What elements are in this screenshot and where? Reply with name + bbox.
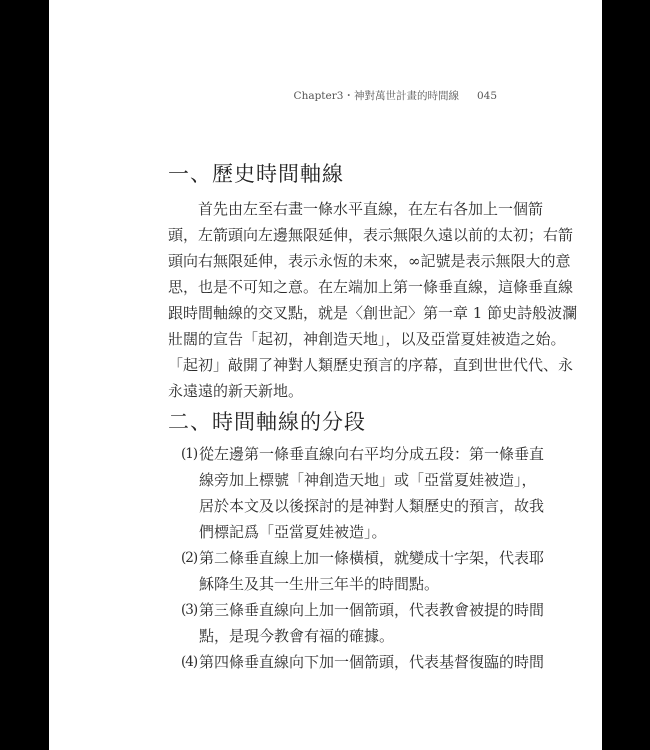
list-marker: (1) xyxy=(181,446,198,462)
list-marker: (4) xyxy=(181,654,198,670)
paragraph-line: 永遠遠的新天新地。 xyxy=(168,382,304,400)
section-heading-1: 一、歷史時間軸線 xyxy=(168,162,344,186)
paragraph-line: 頭向右無限延伸，表示永恆的未來，∞記號是表示無限大的意 xyxy=(168,252,571,270)
paragraph-line: 思，也是不可知之意。在左端加上第一條垂直線，這條垂直線 xyxy=(168,278,574,296)
list-item-2 xyxy=(181,545,545,597)
book-page xyxy=(49,0,602,750)
running-header xyxy=(49,88,497,103)
list-line: 點，是現今教會有福的確據。 xyxy=(199,627,395,645)
numbered-list xyxy=(181,441,545,675)
list-marker: (3) xyxy=(181,602,198,618)
paragraph-line: 「起初」敲開了神對人類歷史預言的序幕，直到世世代代、永 xyxy=(168,356,574,374)
list-line: 第二條垂直線上加一條橫槓，就變成十字架，代表耶 xyxy=(199,549,545,567)
list-line: 從左邊第一條垂直線向右平均分成五段：第一條垂直 xyxy=(199,445,545,463)
paragraph-line: 壯闊的宣告「起初，神創造天地」，以及亞當夏娃被造之始。 xyxy=(168,330,566,348)
section-1-paragraph xyxy=(168,196,578,404)
list-item-4 xyxy=(181,649,545,675)
paragraph-line: 跟時間軸線的交叉點，就是〈創世記〉第一章 1 節史詩般波瀾 xyxy=(168,304,578,322)
list-item-3 xyxy=(181,597,545,649)
paragraph-line: 首先由左至右畫一條水平直線，在左右各加上一個箭 xyxy=(198,200,544,218)
list-line: 第三條垂直線向上加一個箭頭，代表教會被提的時間 xyxy=(199,601,545,619)
page-number: 045 xyxy=(476,90,497,102)
chapter-title: Chapter3・神對萬世計畫的時間線 xyxy=(293,90,459,102)
list-line: 們標記爲「亞當夏娃被造」。 xyxy=(199,523,387,541)
paragraph-line: 頭，左箭頭向左邊無限延伸，表示無限久遠以前的太初；右箭 xyxy=(168,226,574,244)
list-line: 線旁加上標號「神創造天地」或「亞當夏娃被造」， xyxy=(199,471,537,489)
section-heading-2: 二、時間軸線的分段 xyxy=(168,410,366,434)
list-line: 第四條垂直線向下加一個箭頭，代表基督復臨的時間 xyxy=(199,653,545,671)
list-marker: (2) xyxy=(181,550,198,566)
list-line: 居於本文及以後探討的是神對人類歷史的預言，故我 xyxy=(199,497,545,515)
list-item-1 xyxy=(181,441,545,545)
list-line: 穌降生及其一生卅三年半的時間點。 xyxy=(199,575,440,593)
